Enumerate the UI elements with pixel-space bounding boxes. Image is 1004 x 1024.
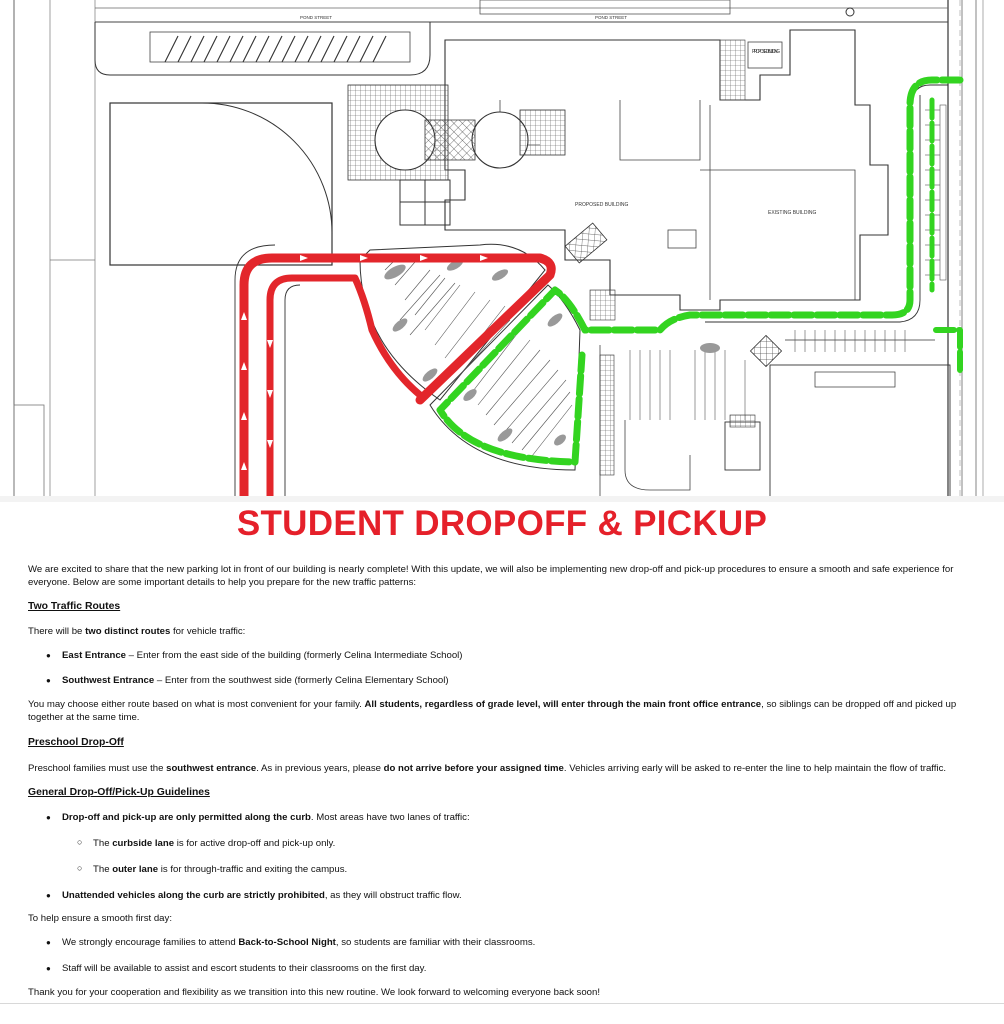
street-label-left: POND STREET [300, 15, 333, 20]
help-lead: To help ensure a smooth first day: [28, 913, 172, 924]
preschool-b: southwest entrance [166, 763, 257, 774]
preschool-a: Preschool families must use the [28, 763, 167, 774]
outer-post: is for through-traffic and exiting the campus. [158, 864, 348, 875]
curbside-bold: curbside lane [112, 838, 175, 849]
routes-lead-pre: There will be [28, 626, 86, 637]
unattended-bold: Unattended vehicles along the curb are strictly prohibited [62, 890, 325, 901]
list-subitem-outer-lane: ○ The outer lane is for through-traffic and exiting the campus. [77, 863, 348, 875]
curb-bold: Drop-off and pick-up are only permitted along the curb [62, 812, 311, 823]
label-proposed-building: PROPOSED BUILDING [575, 202, 629, 208]
page-title: STUDENT DROPOFF & PICKUP [236, 504, 768, 543]
preschool-e: . Vehicles arriving early will be asked to re-enter the line to help maintain the flow of traffic. [563, 763, 947, 774]
list-item-east-entrance: ● East Entrance – Enter from the east side of the building (formerly Celina Intermediate School) [46, 650, 463, 661]
site-plan-map [0, 0, 1004, 500]
unattended-rest: , as they will obstruct traffic flow. [324, 890, 462, 901]
outer-bold: outer lane [112, 864, 159, 875]
intro-paragraph: We are excited to share that the new parking lot in front of our building is nearly complete! With this update, we will also be implementing new drop-off and pick-up procedures to ensure a smooth and safe experience for everyone. Below are some important details to help you prepare for the new traffic patterns: [28, 564, 954, 588]
section-heading-guidelines: General Drop-Off/Pick-Up Guidelines [28, 787, 210, 798]
staff-text: Staff will be available to assist and escort students to their classrooms on the first day. [62, 963, 427, 974]
bts-post: , so students are familiar with their classrooms. [335, 937, 536, 948]
list-item-curb: ● Drop-off and pick-up are only permitted along the curb. Most areas have two lanes of traffic: [46, 812, 470, 823]
curb-rest: . Most areas have two lanes of traffic: [310, 812, 470, 823]
label-proposed-building-top: PROPOSED BUILDING [752, 49, 780, 55]
document-body [0, 500, 1004, 1024]
bts-pre: We strongly encourage families to attend [62, 937, 239, 948]
bts-bold: Back-to-School Night [238, 937, 336, 948]
list-item-staff: ● Staff will be available to assist and escort students to their classrooms on the first day. [46, 963, 427, 974]
preschool-c: . As in previous years, please [256, 763, 384, 774]
bottom-divider [0, 1003, 1004, 1004]
section-heading-preschool: Preschool Drop-Off [28, 737, 124, 748]
routes-lead [28, 625, 245, 638]
section-heading-two-routes: Two Traffic Routes [28, 601, 121, 612]
curbside-pre: The [93, 838, 113, 849]
thanks-paragraph: Thank you for your cooperation and flexibility as we transition into this new routine. We look forward to welcoming everyone back soon! [28, 987, 601, 998]
routes-para-bold: All students, regardless of grade level, will enter through the main front office entrance [364, 699, 762, 710]
routes-para-post: , so siblings can be dropped off and picked up together at the same time. [28, 699, 957, 723]
southwest-entrance-text: – Enter from the southwest side (formerly Celina Elementary School) [154, 675, 449, 686]
label-existing-building: EXISTING BUILDING [768, 210, 817, 216]
routes-lead-bold: two distinct routes [85, 626, 171, 637]
list-item-unattended: ● Unattended vehicles along the curb are strictly prohibited, as they will obstruct traffic flow. [46, 890, 462, 901]
routes-para-pre: You may choose either route based on what is most convenient for your family. [28, 699, 365, 710]
east-entrance-text: – Enter from the east side of the building (formerly Celina Intermediate School) [126, 650, 463, 661]
outer-pre: The [93, 864, 113, 875]
preschool-d: do not arrive before your assigned time [383, 763, 564, 774]
site-plan-drawing [0, 0, 1004, 500]
routes-paragraph [28, 698, 983, 724]
list-item-southwest-entrance: ● Southwest Entrance – Enter from the southwest side (formerly Celina Elementary School) [46, 675, 449, 686]
street-label-right: POND STREET [595, 15, 628, 20]
curbside-post: is for active drop-off and pick-up only. [174, 838, 336, 849]
preschool-paragraph [28, 762, 983, 775]
list-subitem-curbside-lane: ○ The curbside lane is for active drop-off and pick-up only. [77, 837, 336, 849]
southwest-entrance-label: Southwest Entrance [62, 675, 155, 686]
list-item-back-to-school: ● We strongly encourage families to attend Back-to-School Night, so students are familiar with their classrooms. [46, 937, 536, 948]
routes-lead-post: for vehicle traffic: [170, 626, 246, 637]
east-entrance-label: East Entrance [62, 650, 126, 661]
